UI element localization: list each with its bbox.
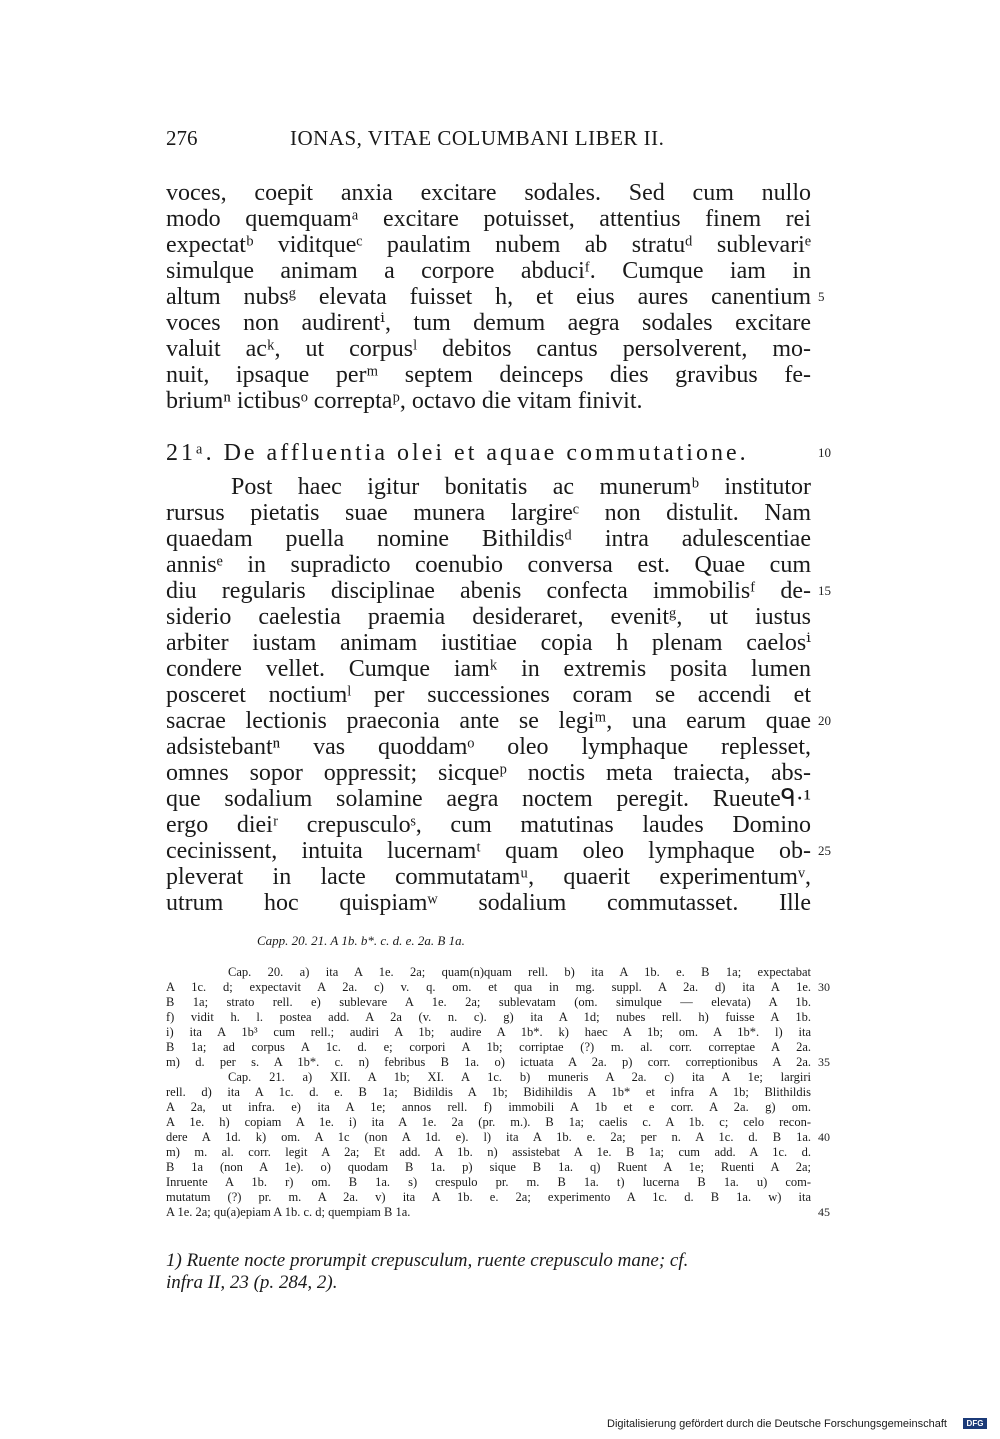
line-number: 10 xyxy=(818,445,831,460)
text-line: diu regularis disciplinae abenis confecta immobilisᶠ de- xyxy=(166,578,811,604)
text-line: cecinissent, intuita lucernamᵗ quam oleo lymphaque ob- xyxy=(166,838,811,864)
apparatus-line: B 1a; strato rell. e) sublevare A 1e. 2a; sublevatam (om. simulque — elevata) A 1b. xyxy=(166,995,811,1009)
apparatus-line: m) m. al. corr. legit A 2a; Et add. A 1b. n) assistebat A 1e. B 1a; cum add. A 1c. d. xyxy=(166,1145,811,1159)
running-title: IONAS, VITAE COLUMBANI LIBER II. xyxy=(290,126,665,150)
line-number: 45 xyxy=(818,1205,830,1219)
text-line: que sodalium solamine aegra noctem peregit. Rueuteᑫ·¹ xyxy=(166,786,811,812)
text-line: Post haec igitur bonitatis ac munerumᵇ institutor xyxy=(231,474,811,500)
apparatus-line: f) vidit h. l. postea add. A 2a (v. n. c). g) ita A 1d; nubes rell. h) fuisse A 1b. xyxy=(166,1010,811,1024)
page-header xyxy=(0,126,1000,156)
text-line: pleverat in lacte commutatamᵘ, quaerit experimentumᵛ, xyxy=(166,864,811,890)
text-line: voces non audirentⁱ, tum demum aegra sodales excitare xyxy=(166,310,811,336)
apparatus-line: A 2a, ut infra. e) ita A 1e; annos rell. f) immobili A 1b et e corr. A 2a. g) om. xyxy=(166,1100,811,1114)
line-number: 20 xyxy=(818,713,831,728)
footnote-line: 1) Ruente nocte prorumpit crepusculum, ruente crepusculo mane; cf. xyxy=(166,1250,689,1271)
apparatus-line: B 1a (non A 1e). o) quodam B 1a. p) sique B 1a. q) Ruent A 1e; Ruenti A 2a; xyxy=(166,1160,811,1174)
line-number: 15 xyxy=(818,583,831,598)
text-line: arbiter iustam animam iustitiae copia h plenam caelosⁱ xyxy=(166,630,811,656)
chapter-heading: 21ᵃ. De affluentia olei et aquae commutatione. xyxy=(166,440,749,466)
text-line: expectatᵇ viditqueᶜ paulatim nubem ab stratuᵈ sublevariᵉ xyxy=(166,232,811,258)
footnote-line: infra II, 23 (p. 284, 2). xyxy=(166,1272,338,1293)
line-number: 35 xyxy=(818,1055,830,1069)
text-line: annisᵉ in supradicto coenubio conversa est. Quae cum xyxy=(166,552,811,578)
apparatus-line: rell. d) ita A 1c. d. e. B 1a; Bidildis A 1b; Bidihildis A 1b* et infra A 1b; Blithildis xyxy=(166,1085,811,1099)
text-line: posceret noctiumˡ per successiones coram se accendi et xyxy=(166,682,811,708)
apparatus-line: B 1a; ad corpus A 1c. d. e; corpori A 1b; corriptae (?) m. al. corr. correptae A 2a. xyxy=(166,1040,811,1054)
apparatus-line: dere A 1d. k) om. A 1c (non A 1d. e). l) ita A 1b. e. 2a; per n. A 1c. d. B 1a. xyxy=(166,1130,811,1144)
line-number: 30 xyxy=(818,980,830,994)
apparatus-line: A 1e. 2a; qu(a)epiam A 1b. c. d; quempiam B 1a. xyxy=(166,1205,411,1219)
apparatus-line: mutatum (?) pr. m. A 2a. v) ita A 1b. e. 2a; experimento A 1c. d. B 1a. w) ita xyxy=(166,1190,811,1204)
text-line: valuit acᵏ, ut corpusˡ debitos cantus persolverent, mo- xyxy=(166,336,811,362)
text-line: simulque animam a corpore abduciᶠ. Cumque iam in xyxy=(166,258,811,284)
line-number: 5 xyxy=(818,289,825,304)
text-line: adsistebantⁿ vas quoddamᵒ oleo lymphaque replesset, xyxy=(166,734,811,760)
text-line: rursus pietatis suae munera largireᶜ non distulit. Nam xyxy=(166,500,811,526)
apparatus-line: m) d. per s. A 1b*. c. n) febribus B 1a. o) ictuata A 2a. p) corr. correptionibus A 2a. xyxy=(166,1055,811,1069)
text-line: modo quemquamᵃ excitare potuisset, attentius finem rei xyxy=(166,206,811,232)
text-line: omnes sopor oppressit; sicqueᵖ noctis meta traiecta, abs- xyxy=(166,760,811,786)
sources-line: Capp. 20. 21. A 1b. b*. c. d. e. 2a. B 1a. xyxy=(257,933,465,948)
apparatus-line: Cap. 21. a) XII. A 1b; XI. A 1c. b) muneris A 2a. c) ita A 1e; largiri xyxy=(228,1070,811,1084)
apparatus-line: i) ita A 1b³ cum rell.; audiri A 1b; audire A 1b*. k) haec A 1b; om. A 1b*. l) ita xyxy=(166,1025,811,1039)
text-line: altum nubsᵍ elevata fuisset h, et eius aures canentium xyxy=(166,284,811,310)
text-line: briumⁿ ictibusᵒ correptaᵖ, octavo die vitam finivit. xyxy=(166,388,643,414)
line-number: 25 xyxy=(818,843,831,858)
text-line: nuit, ipsaque perᵐ septem deinceps dies gravibus fe- xyxy=(166,362,811,388)
text-line: voces, coepit anxia excitare sodales. Sed cum nullo xyxy=(166,180,811,206)
text-line: sacrae lectionis praeconia ante se legiᵐ, una earum quae xyxy=(166,708,811,734)
apparatus-line: Cap. 20. a) ita A 1e. 2a; quam(n)quam rell. b) ita A 1b. e. B 1a; expectabat xyxy=(228,965,811,979)
dfg-logo: DFG xyxy=(963,1418,987,1429)
text-line: ergo dieiʳ crepusculoˢ, cum matutinas laudes Domino xyxy=(166,812,811,838)
line-number: 40 xyxy=(818,1130,830,1144)
digitization-credit: Digitalisierung gefördert durch die Deutsche Forschungsgemeinschaft xyxy=(607,1418,947,1430)
apparatus-line: A 1e. h) copiam A 1e. i) ita A 1e. 2a (pr. m.). B 1a; caelis c. A 1b. c; celo recon- xyxy=(166,1115,811,1129)
apparatus-line: Inruente A 1b. r) om. B 1a. s) crespulo pr. m. B 1a. t) lucerna B 1a. u) com- xyxy=(166,1175,811,1189)
apparatus-line: A 1c. d; expectavit A 2a. c) v. q. om. et qua in mg. suppl. A 2a. d) ita A 1e. xyxy=(166,980,811,994)
text-line: siderio caelestia praemia desideraret, evenitᵍ, ut iustus xyxy=(166,604,811,630)
text-line: condere vellet. Cumque iamᵏ in extremis posita lumen xyxy=(166,656,811,682)
text-line: utrum hoc quispiamʷ sodalium commutasset. Ille xyxy=(166,890,811,916)
page-number: 276 xyxy=(166,126,198,150)
text-line: quaedam puella nomine Bithildisᵈ intra adulescentiae xyxy=(166,526,811,552)
